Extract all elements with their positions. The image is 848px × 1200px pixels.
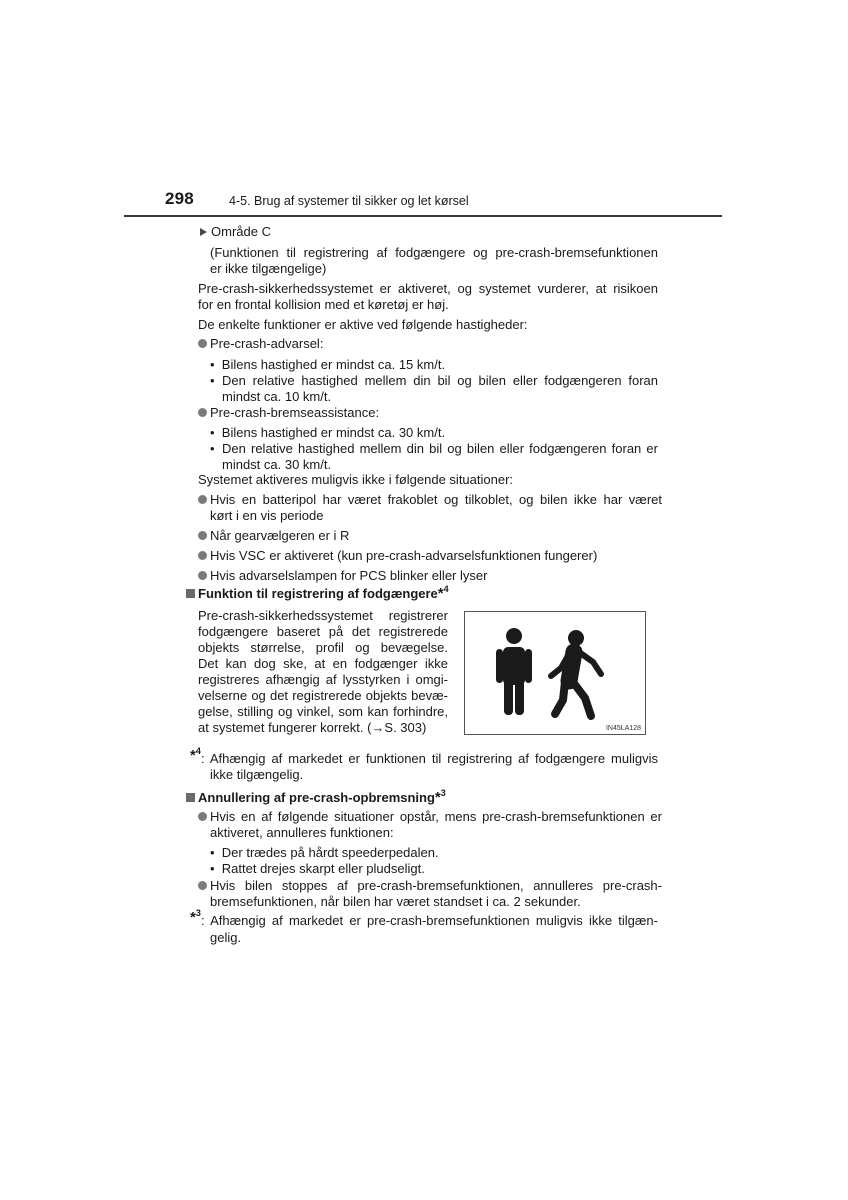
para1-line2: for en frontal kollision med et køretøj er høj. bbox=[198, 297, 449, 312]
circle-bullet-icon bbox=[198, 551, 207, 560]
pedestrian-line-2: fodgængere baseret på det registrerede bbox=[198, 624, 448, 639]
warning-bullet-2-mark: • bbox=[210, 373, 215, 388]
cancel-heading: Annullering af pre-crash-opbremsning*$^3$ bbox=[186, 790, 446, 806]
pedestrian-line-7: gelse, stilling og vinkel, som kan forhindre, bbox=[198, 704, 448, 719]
circle-bullet-icon bbox=[198, 571, 207, 580]
header-divider bbox=[124, 215, 722, 217]
area-c-note-line2: er ikke tilgængelige) bbox=[210, 261, 327, 276]
not-active-item-1-line2: kørt i en vis periode bbox=[210, 508, 324, 523]
cancel-item-2-line1: Hvis bilen stoppes af pre-crash-bremsefunktionen, annulleres pre-crash- bbox=[210, 878, 662, 893]
walking-person-icon bbox=[551, 630, 601, 716]
area-c-title: Område C bbox=[200, 224, 271, 240]
not-active-item-1-bullet bbox=[198, 492, 210, 508]
pedestrian-line-5: registreres afhængig af lysstyrken i omgi- bbox=[198, 672, 448, 687]
warning-bullet-2-line1: Den relative hastighed mellem din bil og bilen eller fodgængeren foran bbox=[222, 373, 658, 388]
cancel-item-2-line2: bremsefunktionen, når bilen har været standset i ca. 2 sekunder. bbox=[210, 894, 581, 909]
standing-person-icon bbox=[496, 628, 532, 715]
not-active-item-2: Når gearvælgeren er i R bbox=[198, 528, 349, 544]
page-number: 298 bbox=[165, 189, 194, 208]
circle-bullet-icon bbox=[198, 408, 207, 417]
footnote4-line1: : Afhængig af markedet er funktionen til registrering af fodgængere muligvis bbox=[201, 751, 658, 766]
circle-bullet-icon bbox=[198, 531, 207, 540]
circle-bullet-icon bbox=[198, 495, 207, 504]
warning-bullet-2-line2: mindst ca. 10 km/t. bbox=[222, 389, 332, 404]
pedestrian-figure bbox=[464, 611, 646, 735]
warning-bullet-1: • Bilens hastighed er mindst ca. 15 km/t. bbox=[210, 357, 446, 372]
pedestrian-line-1: Pre-crash-sikkerhedssystemet registrerer bbox=[198, 608, 448, 623]
footnote3-line2: gelig. bbox=[210, 930, 242, 945]
assist-title: Pre-crash-bremseassistance: bbox=[198, 405, 379, 421]
cancel-bullet-2: • Rattet drejes skarpt eller pludseligt. bbox=[210, 861, 425, 876]
assist-bullet-2-line1: Den relative hastighed mellem din bil og bilen eller fodgængeren foran er bbox=[222, 441, 658, 456]
assist-bullet-2-mark: • bbox=[210, 441, 215, 456]
assist-bullet-1: • Bilens hastighed er mindst ca. 30 km/t. bbox=[210, 425, 446, 440]
footnote4-marker: *$^4$ bbox=[190, 746, 201, 764]
pedestrian-line-8: at systemet fungerer korrekt. (→S. 303) bbox=[198, 720, 427, 735]
assist-bullet-2-line2: mindst ca. 30 km/t. bbox=[222, 457, 332, 472]
circle-bullet-icon bbox=[198, 812, 207, 821]
not-active-item-3: Hvis VSC er aktiveret (kun pre-crash-advarselsfunktionen fungerer) bbox=[198, 548, 597, 564]
not-active-item-1-line1: Hvis en batteripol har været frakoblet og tilkoblet, og bilen ikke har været bbox=[210, 492, 662, 507]
square-heading-icon bbox=[186, 793, 195, 802]
para2: De enkelte funktioner er aktive ved følgende hastigheder: bbox=[198, 317, 528, 332]
pedestrian-line-4: Det kan dog ske, at en fodgænger ikke bbox=[198, 656, 448, 671]
figure-code: IN45LA128 bbox=[605, 725, 641, 732]
cancel-bullet-1: • Der trædes på hårdt speederpedalen. bbox=[210, 845, 439, 860]
not-active-intro: Systemet aktiveres muligvis ikke i følgende situationer: bbox=[198, 472, 514, 487]
square-heading-icon bbox=[186, 589, 195, 598]
circle-bullet-icon bbox=[198, 339, 207, 348]
not-active-item-4: Hvis advarselslampen for PCS blinker eller lyser bbox=[198, 568, 487, 584]
cancel-item-1-line1: Hvis en af følgende situationer opstår, mens pre-crash-bremsefunktionen er bbox=[210, 809, 662, 824]
cancel-item-1-line2: aktiveret, annulleres funktionen: bbox=[210, 825, 394, 840]
cancel-item-2-bullet bbox=[198, 878, 210, 894]
para1-line1: Pre-crash-sikkerhedssystemet er aktiveret, og systemet vurderer, at risikoen bbox=[198, 281, 658, 296]
section-title: 4-5. Brug af systemer til sikker og let kørsel bbox=[229, 194, 469, 208]
pedestrian-illustration bbox=[465, 612, 645, 734]
area-c-note-line1: (Funktionen til registrering af fodgængere og pre-crash-bremsefunktionen bbox=[210, 245, 658, 260]
footnote3-marker: *$^3$ bbox=[190, 908, 201, 926]
footnote4-line2: ikke tilgængelig. bbox=[210, 767, 304, 782]
cancel-item-1-bullet bbox=[198, 809, 210, 825]
footnote3-line1: : Afhængig af markedet er pre-crash-bremsefunktionen muligvis ikke tilgæn- bbox=[201, 913, 658, 928]
circle-bullet-icon bbox=[198, 881, 207, 890]
pedestrian-line-6: velserne og det registrerede objekts bevæ- bbox=[198, 688, 448, 703]
warning-title: Pre-crash-advarsel: bbox=[198, 336, 323, 352]
triangle-bullet-icon bbox=[200, 228, 207, 236]
pedestrian-heading: Funktion til registrering af fodgængere*$^4$ bbox=[186, 586, 449, 602]
pedestrian-line-3: objekts størrelse, profil og bevægelse. bbox=[198, 640, 448, 655]
